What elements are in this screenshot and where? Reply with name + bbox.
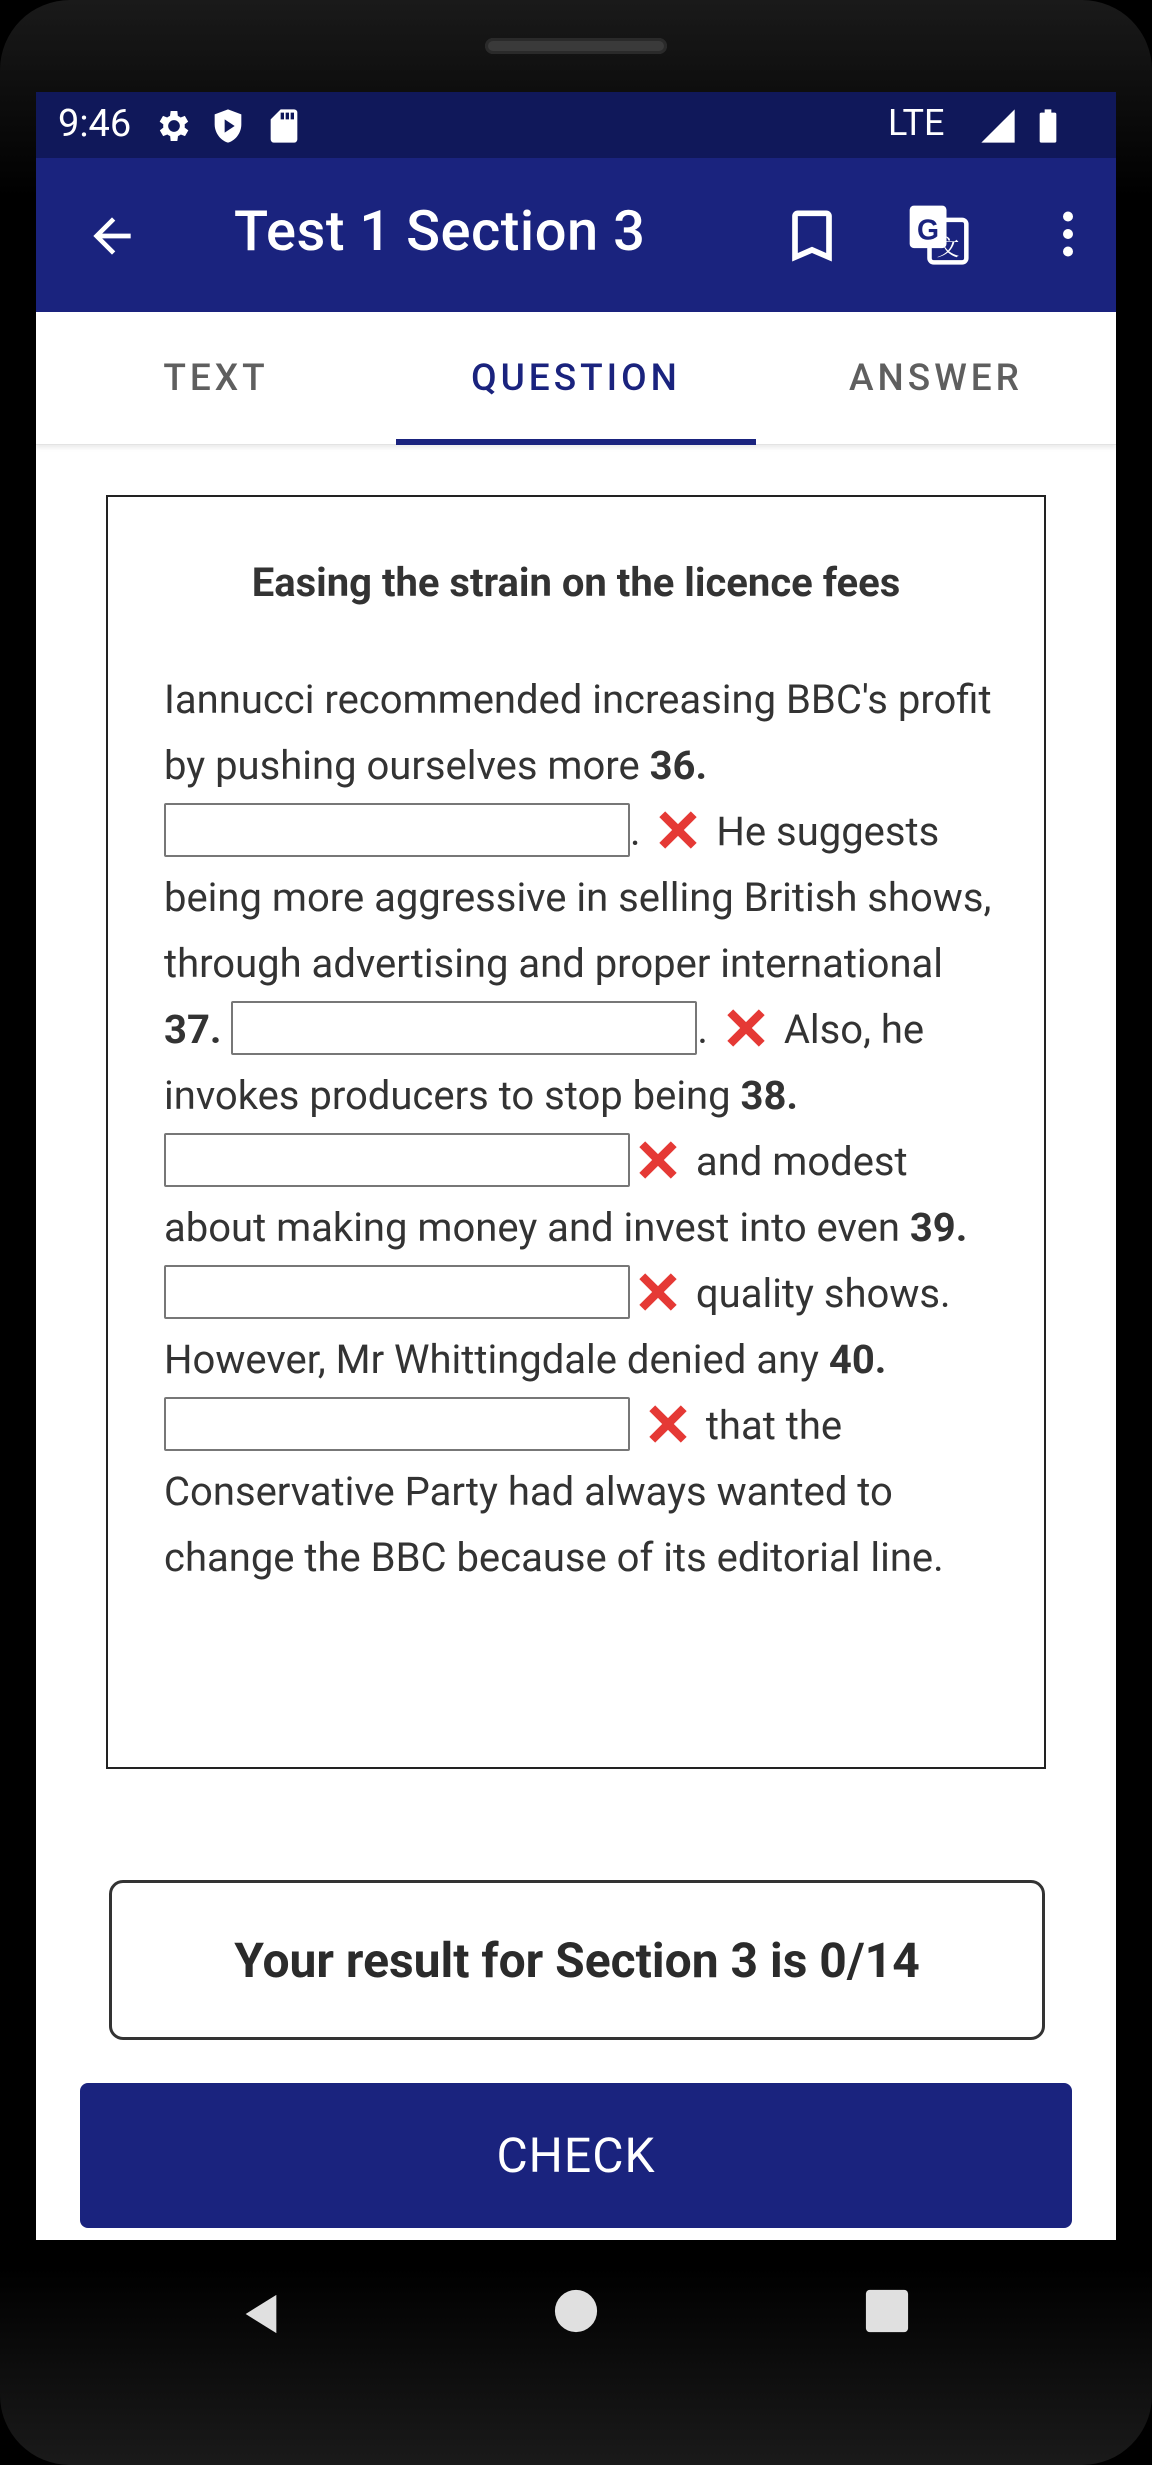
result-box: Your result for Section 3 is 0/14 <box>109 1880 1045 2040</box>
status-bar <box>36 92 1116 158</box>
incorrect-x-icon <box>630 1132 686 1188</box>
passage-segment: . <box>630 808 651 855</box>
more-vert-icon[interactable] <box>1038 204 1098 264</box>
incorrect-x-icon <box>640 1396 696 1452</box>
answer-input-36[interactable] <box>164 803 630 857</box>
status-time: 9:46 <box>58 102 132 146</box>
question-number-39: 39. <box>909 1204 968 1251</box>
back-arrow-icon[interactable] <box>84 208 140 264</box>
tab-bar <box>36 312 1116 445</box>
tab-indicator <box>396 439 756 445</box>
sd-card-icon <box>264 106 304 146</box>
svg-text:G: G <box>917 214 940 247</box>
passage-segment: and modest about making money and invest into even <box>164 1138 910 1251</box>
shield-play-icon <box>208 106 248 146</box>
signal-icon <box>978 106 1018 146</box>
answer-input-40[interactable] <box>164 1397 630 1451</box>
tab-text[interactable]: TEXT <box>163 356 269 400</box>
page-title: Test 1 Section 3 <box>234 198 646 264</box>
answer-input-37[interactable] <box>231 1001 697 1055</box>
answer-input-38[interactable] <box>164 1133 630 1187</box>
svg-text:文: 文 <box>936 234 960 261</box>
tab-answer[interactable]: ANSWER <box>849 356 1023 400</box>
question-card <box>106 495 1046 1769</box>
bookmark-icon[interactable] <box>778 202 846 270</box>
question-number-40: 40. <box>828 1336 887 1383</box>
passage-segment: . <box>697 1006 708 1053</box>
answer-input-39[interactable] <box>164 1265 630 1319</box>
app-bar <box>36 158 1116 312</box>
passage-text <box>164 667 1004 1591</box>
nav-back-icon[interactable] <box>238 2288 284 2340</box>
network-type: LTE <box>888 102 945 144</box>
incorrect-x-icon <box>650 802 706 858</box>
passage-segment: that the Conservative Party had always wanted to change the BBC because of its editorial line. <box>164 1402 944 1581</box>
tab-question[interactable]: QUESTION <box>471 356 681 400</box>
passage-segment: quality shows. However, Mr Whittingdale denied any <box>164 1270 951 1383</box>
incorrect-x-icon <box>718 1000 774 1056</box>
passage-segment: Iannucci recommended increasing BBC's profit by pushing ourselves more <box>164 676 992 789</box>
nav-bar <box>0 2240 1152 2380</box>
incorrect-x-icon <box>630 1264 686 1320</box>
passage-segment: He suggests being more aggressive in selling British shows, through advertising and proper international <box>164 808 992 987</box>
battery-icon <box>1028 106 1068 146</box>
question-number-36: 36. <box>649 742 708 789</box>
question-number-38: 38. <box>740 1072 799 1119</box>
nav-home-icon[interactable] <box>553 2288 599 2334</box>
nav-recents-icon[interactable] <box>864 2288 910 2334</box>
question-number-37: 37. <box>164 1006 222 1053</box>
earpiece-speaker <box>485 38 667 54</box>
check-button[interactable]: CHECK <box>80 2083 1072 2228</box>
translate-icon[interactable] <box>904 200 972 268</box>
passage-title: Easing the strain on the licence fees <box>251 559 901 606</box>
screen <box>36 92 1116 2240</box>
gear-icon <box>154 106 194 146</box>
passage-segment: Also, he invokes producers to stop being <box>164 1006 925 1119</box>
